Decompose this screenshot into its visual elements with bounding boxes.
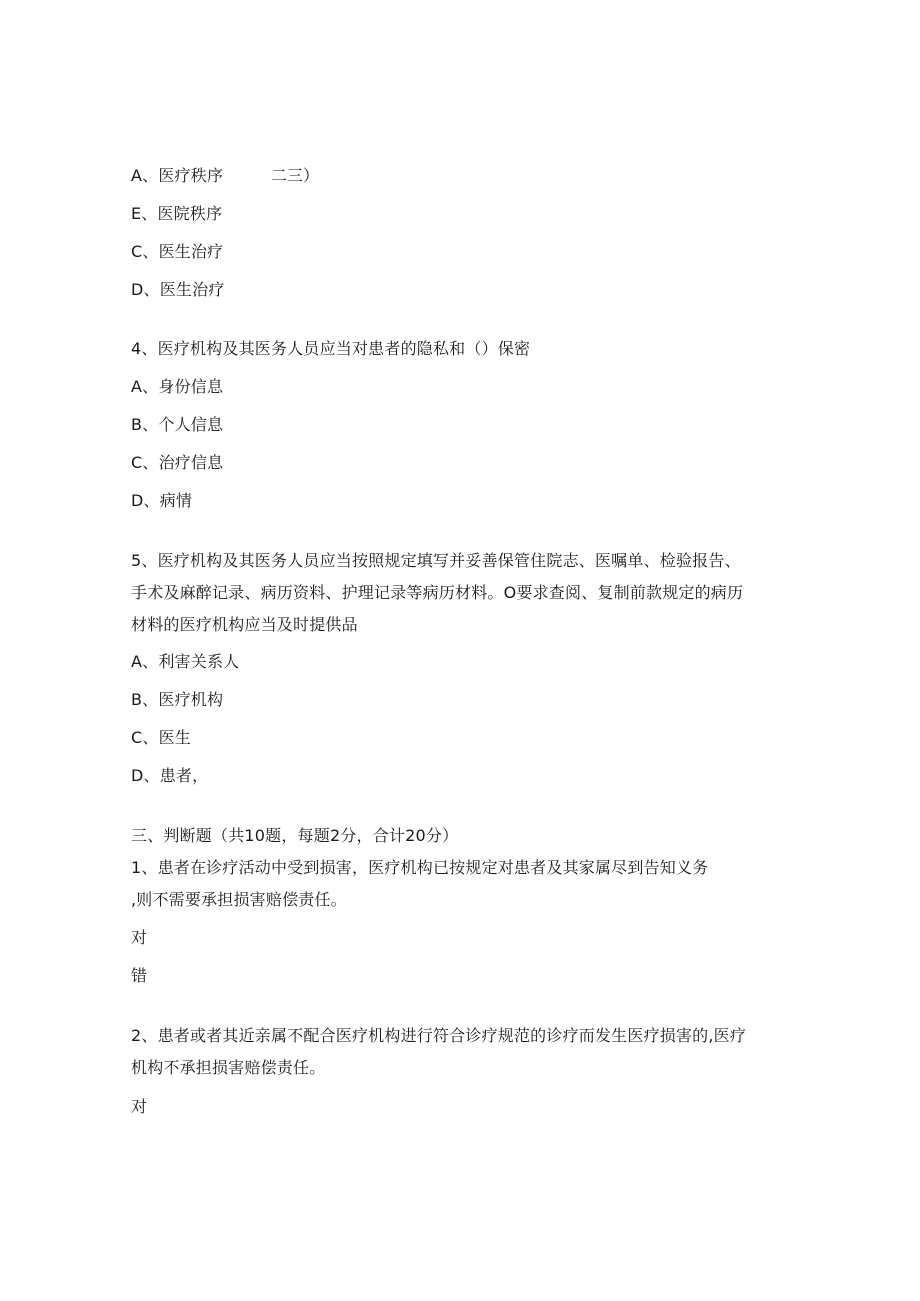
q3-stray-text: 二三） (271, 166, 320, 185)
q5-option-b: B、医疗机构 (131, 690, 224, 709)
tf-q1-option-false: 错 (131, 966, 148, 985)
q4-stem: 4、医疗机构及其医务人员应当对患者的隐私和（）保密 (131, 339, 531, 358)
q5-option-c: C、医生 (131, 728, 191, 747)
q5-stem-line-1: 5、医疗机构及其医务人员应当按照规定填写并妥善保管住院志、医嘱单、检验报告、 (131, 551, 741, 570)
q5-stem-line-2: 手术及麻醉记录、病历资料、护理记录等病历材料。O要求查阅、复制前款规定的病历 (131, 583, 744, 602)
q5-stem-line-3: 材料的医疗机构应当及时提供品 (131, 615, 358, 634)
q3-option-c: C、医生治疗 (131, 242, 224, 261)
q3-option-d: D、医生治疗 (131, 280, 225, 299)
q4-option-a: A、身份信息 (131, 377, 224, 396)
tf-q2-stem-line-2: 机构不承担损害赔偿责任。 (131, 1058, 326, 1077)
q4-option-d: D、病情 (131, 491, 193, 510)
q5-option-a: A、利害关系人 (131, 652, 240, 671)
q3-option-a: A、医疗秩序 (131, 166, 224, 185)
tf-q1-stem-line-2: ,则不需要承担损害赔偿责任。 (131, 890, 347, 909)
tf-q1-stem-line-1: 1、患者在诊疗活动中受到损害，医疗机构已按规定对患者及其家属尽到告知义务 (131, 858, 709, 877)
tf-q2-option-true: 对 (131, 1097, 148, 1116)
tf-q1-option-true: 对 (131, 928, 148, 947)
q5-option-d: D、患者， (131, 766, 209, 785)
tf-q2-stem-line-1: 2、患者或者其近亲属不配合医疗机构进行符合诊疗规范的诊疗而发生医疗损害的,医疗 (131, 1026, 747, 1045)
q4-option-b: B、个人信息 (131, 415, 224, 434)
q3-option-b: E、医院秩序 (131, 204, 223, 223)
section-heading: 三、判断题（共10题，每题2分，合计20分） (131, 826, 459, 845)
q4-option-c: C、治疗信息 (131, 453, 224, 472)
